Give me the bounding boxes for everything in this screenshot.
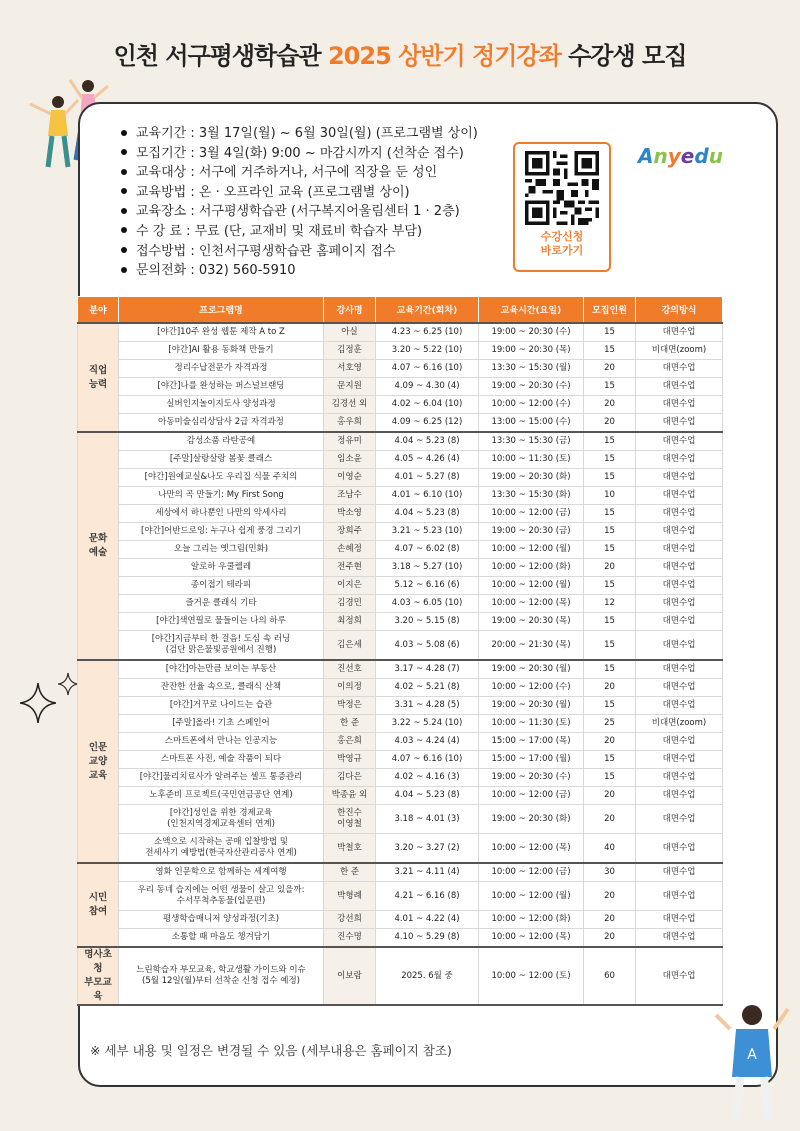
period-cell: 4.04 ~ 5.23 (8): [376, 432, 479, 451]
table-row: [78, 805, 723, 834]
instructor-cell: 홍우희: [324, 414, 376, 433]
capacity-cell: 20: [584, 929, 636, 948]
method-cell: 대면수업: [636, 929, 723, 948]
capacity-cell: 15: [584, 697, 636, 715]
capacity-cell: 15: [584, 613, 636, 631]
capacity-cell: 20: [584, 559, 636, 577]
program-name-cell: [야간]거꾸로 나이드는 습관: [119, 697, 324, 715]
time-cell: 19:00 ~ 20:30 (화): [479, 805, 584, 834]
period-cell: 3.20 ~ 5.22 (10): [376, 342, 479, 360]
method-cell: 대면수업: [636, 769, 723, 787]
period-cell: 4.04 ~ 5.23 (8): [376, 787, 479, 805]
table-row: [78, 613, 723, 631]
category-cell: 인문 교양 교육: [78, 660, 119, 863]
program-name-cell: 우리 동네 습지에는 어떤 생물이 살고 있을까: 수서무척추동물(입문편): [119, 882, 324, 911]
period-cell: 3.18 ~ 4.01 (3): [376, 805, 479, 834]
program-name-cell: 오늘 그리는 옛그림(민화): [119, 541, 324, 559]
time-cell: 10:00 ~ 12:00 (월): [479, 541, 584, 559]
program-name-cell: 세상에서 하나뿐인 나만의 악세사리: [119, 505, 324, 523]
method-cell: 대면수업: [636, 697, 723, 715]
period-cell: 5.12 ~ 6.16 (6): [376, 577, 479, 595]
schedule-table: [77, 296, 723, 1006]
instructor-cell: 진수명: [324, 929, 376, 948]
period-cell: 3.21 ~ 5.23 (10): [376, 523, 479, 541]
table-row: [78, 342, 723, 360]
program-name-cell: 나만의 곡 만들기: My First Song: [119, 487, 324, 505]
method-cell: 대면수업: [636, 469, 723, 487]
capacity-cell: 15: [584, 523, 636, 541]
capacity-cell: 15: [584, 751, 636, 769]
instructor-cell: 박종윤 외: [324, 787, 376, 805]
capacity-cell: 12: [584, 595, 636, 613]
category-cell: 문화 예술: [78, 432, 119, 660]
program-name-cell: [야간]성인을 위한 경제교육 (인천지역경제교육센터 연계): [119, 805, 324, 834]
method-cell: 대면수업: [636, 577, 723, 595]
program-name-cell: 잔잔한 선율 속으로, 클래식 산책: [119, 679, 324, 697]
page-title: [0, 36, 800, 71]
period-cell: 4.10 ~ 5.29 (8): [376, 929, 479, 948]
info-item: 교육방법 : 온 · 오프라인 교육 (프로그램별 상이): [121, 183, 478, 203]
time-cell: 10:00 ~ 12:00 (화): [479, 559, 584, 577]
capacity-cell: 10: [584, 487, 636, 505]
period-cell: 4.02 ~ 4.16 (3): [376, 769, 479, 787]
program-name-cell: 실버인지놀이지도사 양성과정: [119, 396, 324, 414]
method-cell: 대면수업: [636, 733, 723, 751]
period-cell: 3.21 ~ 4.11 (4): [376, 863, 479, 882]
info-item: 문의전화 : 032) 560-5910: [121, 261, 478, 281]
program-name-cell: [야간]원예교실&나도 우리집 식물 주치의: [119, 469, 324, 487]
table-row: [78, 929, 723, 948]
table-row: [78, 679, 723, 697]
column-header: 강의방식: [636, 297, 723, 324]
time-cell: 19:00 ~ 20:30 (수): [479, 323, 584, 342]
program-name-cell: 스마트폰에서 만나는 인공지능: [119, 733, 324, 751]
instructor-cell: 박형례: [324, 882, 376, 911]
info-item: 모집기간 : 3월 4일(화) 9:00 ~ 마감시까지 (선착순 접수): [121, 144, 478, 164]
footer-note: ※ 세부 내용 및 일정은 변경될 수 있음 (세부내용은 홈페이지 참조): [90, 1043, 452, 1058]
title-suffix: 수강생 모집: [568, 42, 687, 70]
program-name-cell: [야간]나를 완성하는 퍼스널브랜딩: [119, 378, 324, 396]
program-name-cell: 종이접기 테라피: [119, 577, 324, 595]
table-row: [78, 432, 723, 451]
time-cell: 19:00 ~ 20:30 (월): [479, 697, 584, 715]
method-cell: 대면수업: [636, 613, 723, 631]
table-header-row: [78, 297, 723, 324]
method-cell: 대면수업: [636, 805, 723, 834]
table-row: [78, 631, 723, 661]
period-cell: 3.17 ~ 4.28 (7): [376, 660, 479, 679]
method-cell: 대면수업: [636, 487, 723, 505]
method-cell: 대면수업: [636, 378, 723, 396]
period-cell: 4.03 ~ 6.05 (10): [376, 595, 479, 613]
instructor-cell: 김경선 외: [324, 396, 376, 414]
column-header: 강사명: [324, 297, 376, 324]
program-name-cell: 즐거운 클래식 기타: [119, 595, 324, 613]
capacity-cell: 15: [584, 541, 636, 559]
table-row: [78, 451, 723, 469]
period-cell: 3.22 ~ 5.24 (10): [376, 715, 479, 733]
table-row: [78, 360, 723, 378]
time-cell: 10:00 ~ 12:00 (목): [479, 929, 584, 948]
capacity-cell: 20: [584, 882, 636, 911]
title-accent: 2025 상반기 정기강좌: [327, 42, 561, 70]
table-row: [78, 911, 723, 929]
method-cell: 대면수업: [636, 595, 723, 613]
instructor-cell: 한 준: [324, 863, 376, 882]
method-cell: 대면수업: [636, 505, 723, 523]
time-cell: 15:00 ~ 17:00 (월): [479, 751, 584, 769]
period-cell: 4.07 ~ 6.16 (10): [376, 751, 479, 769]
program-name-cell: 아동미술심리상담사 2급 자격과정: [119, 414, 324, 433]
time-cell: 10:00 ~ 12:00 (토): [479, 947, 584, 1005]
time-cell: 10:00 ~ 12:00 (월): [479, 577, 584, 595]
time-cell: 19:00 ~ 20:30 (목): [479, 613, 584, 631]
capacity-cell: 25: [584, 715, 636, 733]
instructor-cell: 진선호: [324, 660, 376, 679]
time-cell: 10:00 ~ 12:00 (금): [479, 787, 584, 805]
capacity-cell: 15: [584, 505, 636, 523]
program-name-cell: [야간]지금부터 한 걸음! 도심 속 러닝 (검단 맑은물빛공원에서 진행): [119, 631, 324, 661]
period-cell: 4.09 ~ 6.25 (12): [376, 414, 479, 433]
table-row: [78, 733, 723, 751]
period-cell: 4.01 ~ 5.27 (8): [376, 469, 479, 487]
instructor-cell: 정유미: [324, 432, 376, 451]
program-name-cell: [야간]물리치료사가 알려주는 셀프 통증관리: [119, 769, 324, 787]
instructor-cell: 손혜정: [324, 541, 376, 559]
period-cell: 4.21 ~ 6.16 (8): [376, 882, 479, 911]
period-cell: 4.07 ~ 6.02 (8): [376, 541, 479, 559]
table-body: [78, 323, 723, 1005]
student-illustration: [712, 995, 792, 1125]
period-cell: 4.05 ~ 4.26 (4): [376, 451, 479, 469]
instructor-cell: 이영순: [324, 469, 376, 487]
table-row: [78, 882, 723, 911]
instructor-cell: 아실: [324, 323, 376, 342]
instructor-cell: 이보람: [324, 947, 376, 1005]
info-item: 접수방법 : 인천서구평생학습관 홈페이지 접수: [121, 242, 478, 262]
capacity-cell: 15: [584, 769, 636, 787]
program-name-cell: 스마트폰 사진, 예술 작품이 되다: [119, 751, 324, 769]
method-cell: 대면수업: [636, 834, 723, 864]
time-cell: 10:00 ~ 11:30 (토): [479, 715, 584, 733]
column-header: 분야: [78, 297, 119, 324]
qr-label[interactable]: 수강신청 바로가기: [540, 230, 584, 257]
sparkle-icon: [58, 672, 78, 696]
time-cell: 13:00 ~ 15:00 (수): [479, 414, 584, 433]
method-cell: 비대면(zoom): [636, 715, 723, 733]
capacity-cell: 15: [584, 378, 636, 396]
method-cell: 대면수업: [636, 396, 723, 414]
table-row: [78, 834, 723, 864]
time-cell: 10:00 ~ 11:30 (토): [479, 451, 584, 469]
column-header: 교육기간(회차): [376, 297, 479, 324]
instructor-cell: 김다은: [324, 769, 376, 787]
instructor-cell: 조남수: [324, 487, 376, 505]
program-name-cell: 정리수납전문가 자격과정: [119, 360, 324, 378]
capacity-cell: 15: [584, 660, 636, 679]
method-cell: 대면수업: [636, 882, 723, 911]
capacity-cell: 15: [584, 432, 636, 451]
method-cell: 대면수업: [636, 451, 723, 469]
capacity-cell: 20: [584, 360, 636, 378]
capacity-cell: 20: [584, 733, 636, 751]
program-name-cell: 소통할 때 마음도 챙겨담기: [119, 929, 324, 948]
program-name-cell: [야간]아는만큼 보이는 부동산: [119, 660, 324, 679]
method-cell: 대면수업: [636, 559, 723, 577]
method-cell: 대면수업: [636, 323, 723, 342]
capacity-cell: 15: [584, 631, 636, 661]
capacity-cell: 15: [584, 323, 636, 342]
table-row: [78, 787, 723, 805]
method-cell: 대면수업: [636, 541, 723, 559]
method-cell: 대면수업: [636, 414, 723, 433]
time-cell: 20:00 ~ 21:30 (목): [479, 631, 584, 661]
instructor-cell: 문지원: [324, 378, 376, 396]
capacity-cell: 20: [584, 414, 636, 433]
period-cell: 4.01 ~ 6.10 (10): [376, 487, 479, 505]
time-cell: 13:30 ~ 15:30 (화): [479, 487, 584, 505]
table-row: [78, 469, 723, 487]
method-cell: 대면수업: [636, 660, 723, 679]
instructor-cell: 이지은: [324, 577, 376, 595]
table-row: [78, 577, 723, 595]
instructor-cell: 이의정: [324, 679, 376, 697]
table-row: [78, 947, 723, 1005]
period-cell: 3.20 ~ 3.27 (2): [376, 834, 479, 864]
time-cell: 10:00 ~ 12:00 (목): [479, 834, 584, 864]
method-cell: 대면수업: [636, 787, 723, 805]
capacity-cell: 30: [584, 863, 636, 882]
period-cell: 4.02 ~ 5.21 (8): [376, 679, 479, 697]
column-header: 모집인원: [584, 297, 636, 324]
instructor-cell: 장희주: [324, 523, 376, 541]
period-cell: 4.09 ~ 4.30 (4): [376, 378, 479, 396]
time-cell: 10:00 ~ 12:00 (수): [479, 679, 584, 697]
table-row: [78, 378, 723, 396]
time-cell: 19:00 ~ 20:30 (금): [479, 523, 584, 541]
capacity-cell: 40: [584, 834, 636, 864]
program-name-cell: 영화 인문학으로 함께하는 세계여행: [119, 863, 324, 882]
anyedu-logo: Anyedu: [638, 144, 723, 168]
instructor-cell: 박영규: [324, 751, 376, 769]
program-name-cell: 소액으로 시작하는 공매 입찰방법 및 전세사기 예방법(한국자산관리공사 연계): [119, 834, 324, 864]
column-header: 프로그램명: [119, 297, 324, 324]
time-cell: 10:00 ~ 12:00 (목): [479, 595, 584, 613]
column-header: 교육시간(요일): [479, 297, 584, 324]
instructor-cell: 홍은희: [324, 733, 376, 751]
time-cell: 19:00 ~ 20:30 (화): [479, 469, 584, 487]
period-cell: 3.31 ~ 4.28 (5): [376, 697, 479, 715]
category-cell: 명사초청 부모교육: [78, 947, 119, 1005]
table-row: [78, 523, 723, 541]
table-row: [78, 505, 723, 523]
period-cell: 4.03 ~ 5.08 (6): [376, 631, 479, 661]
capacity-cell: 60: [584, 947, 636, 1005]
capacity-cell: 20: [584, 787, 636, 805]
capacity-cell: 15: [584, 342, 636, 360]
table-row: [78, 487, 723, 505]
method-cell: 대면수업: [636, 751, 723, 769]
method-cell: 비대면(zoom): [636, 342, 723, 360]
time-cell: 10:00 ~ 12:00 (금): [479, 505, 584, 523]
info-item: 교육기간 : 3월 17일(월) ~ 6월 30일(월) (프로그램별 상이): [121, 124, 478, 144]
instructor-cell: 최정희: [324, 613, 376, 631]
period-cell: 4.02 ~ 6.04 (10): [376, 396, 479, 414]
period-cell: 4.07 ~ 6.16 (10): [376, 360, 479, 378]
qr-code-icon[interactable]: [525, 151, 599, 225]
info-list: [121, 124, 478, 281]
capacity-cell: 20: [584, 396, 636, 414]
table-row: [78, 863, 723, 882]
method-cell: 대면수업: [636, 679, 723, 697]
table-row: [78, 660, 723, 679]
period-cell: 4.04 ~ 5.23 (8): [376, 505, 479, 523]
method-cell: 대면수업: [636, 911, 723, 929]
title-prefix: 인천 서구평생학습관: [113, 42, 321, 70]
time-cell: 10:00 ~ 12:00 (월): [479, 882, 584, 911]
time-cell: 19:00 ~ 20:30 (월): [479, 660, 584, 679]
capacity-cell: 15: [584, 577, 636, 595]
capacity-cell: 20: [584, 679, 636, 697]
program-name-cell: [야간]10주 완성 웹툰 제작 A to Z: [119, 323, 324, 342]
period-cell: 4.01 ~ 4.22 (4): [376, 911, 479, 929]
period-cell: 2025. 6월 중: [376, 947, 479, 1005]
time-cell: 15:00 ~ 17:00 (목): [479, 733, 584, 751]
category-cell: 직업 능력: [78, 323, 119, 432]
instructor-cell: 박철호: [324, 834, 376, 864]
qr-code-box[interactable]: [513, 142, 611, 272]
period-cell: 3.20 ~ 5.15 (8): [376, 613, 479, 631]
capacity-cell: 15: [584, 451, 636, 469]
time-cell: 10:00 ~ 12:00 (화): [479, 911, 584, 929]
table-row: [78, 769, 723, 787]
instructor-cell: 전주현: [324, 559, 376, 577]
program-name-cell: [야간]어반드로잉: 누구나 쉽게 풍경 그리기: [119, 523, 324, 541]
table-row: [78, 541, 723, 559]
capacity-cell: 20: [584, 805, 636, 834]
program-name-cell: [야간]색연필로 물들이는 나의 하루: [119, 613, 324, 631]
table-row: [78, 751, 723, 769]
program-name-cell: 느린학습자 부모교육, 학교생활 가이드와 이슈 (5월 12일(월)부터 선착순 신청 접수 예정): [119, 947, 324, 1005]
instructor-cell: 김경민: [324, 595, 376, 613]
program-name-cell: 알로하 우쿨렐레: [119, 559, 324, 577]
instructor-cell: 한 준: [324, 715, 376, 733]
method-cell: 대면수업: [636, 631, 723, 661]
time-cell: 19:00 ~ 20:30 (목): [479, 342, 584, 360]
time-cell: 10:00 ~ 12:00 (금): [479, 863, 584, 882]
program-name-cell: [주말]살랑살랑 봄꽃 클래스: [119, 451, 324, 469]
program-name-cell: 평생학습매니저 양성과정(기초): [119, 911, 324, 929]
category-cell: 시민 참여: [78, 863, 119, 947]
time-cell: 19:00 ~ 20:30 (수): [479, 769, 584, 787]
time-cell: 13:30 ~ 15:30 (금): [479, 432, 584, 451]
table-row: [78, 414, 723, 433]
table-row: [78, 323, 723, 342]
method-cell: 대면수업: [636, 432, 723, 451]
method-cell: 대면수업: [636, 360, 723, 378]
instructor-cell: 김은세: [324, 631, 376, 661]
table-row: [78, 595, 723, 613]
period-cell: 4.03 ~ 4.24 (4): [376, 733, 479, 751]
program-name-cell: 노후준비 프로젝트(국민연금공단 연계): [119, 787, 324, 805]
info-item: 교육장소 : 서구평생학습관 (서구복지어울림센터 1 · 2층): [121, 202, 478, 222]
info-item: 수 강 료 : 무료 (단, 교재비 및 재료비 학습자 부담): [121, 222, 478, 242]
sparkle-icon: [20, 683, 56, 723]
method-cell: 대면수업: [636, 863, 723, 882]
program-name-cell: 감성소품 라탄공예: [119, 432, 324, 451]
instructor-cell: 한진수 이영철: [324, 805, 376, 834]
table-row: [78, 697, 723, 715]
info-item: 교육대상 : 서구에 거주하거나, 서구에 직장을 둔 성인: [121, 163, 478, 183]
instructor-cell: 강선희: [324, 911, 376, 929]
program-name-cell: [주말]올라! 기초 스페인어: [119, 715, 324, 733]
period-cell: 3.18 ~ 5.27 (10): [376, 559, 479, 577]
instructor-cell: 박정은: [324, 697, 376, 715]
instructor-cell: 김정훈: [324, 342, 376, 360]
table-row: [78, 715, 723, 733]
instructor-cell: 서호영: [324, 360, 376, 378]
method-cell: 대면수업: [636, 947, 723, 1005]
capacity-cell: 20: [584, 911, 636, 929]
period-cell: 4.23 ~ 6.25 (10): [376, 323, 479, 342]
instructor-cell: 임소윤: [324, 451, 376, 469]
instructor-cell: 박소영: [324, 505, 376, 523]
time-cell: 13:30 ~ 15:30 (월): [479, 360, 584, 378]
capacity-cell: 15: [584, 469, 636, 487]
method-cell: 대면수업: [636, 523, 723, 541]
table-row: [78, 396, 723, 414]
svg-text:A: A: [747, 1047, 757, 1063]
program-name-cell: [야간]AI 활용 동화책 만들기: [119, 342, 324, 360]
time-cell: 10:00 ~ 12:00 (수): [479, 396, 584, 414]
time-cell: 19:00 ~ 20:30 (수): [479, 378, 584, 396]
table-row: [78, 559, 723, 577]
